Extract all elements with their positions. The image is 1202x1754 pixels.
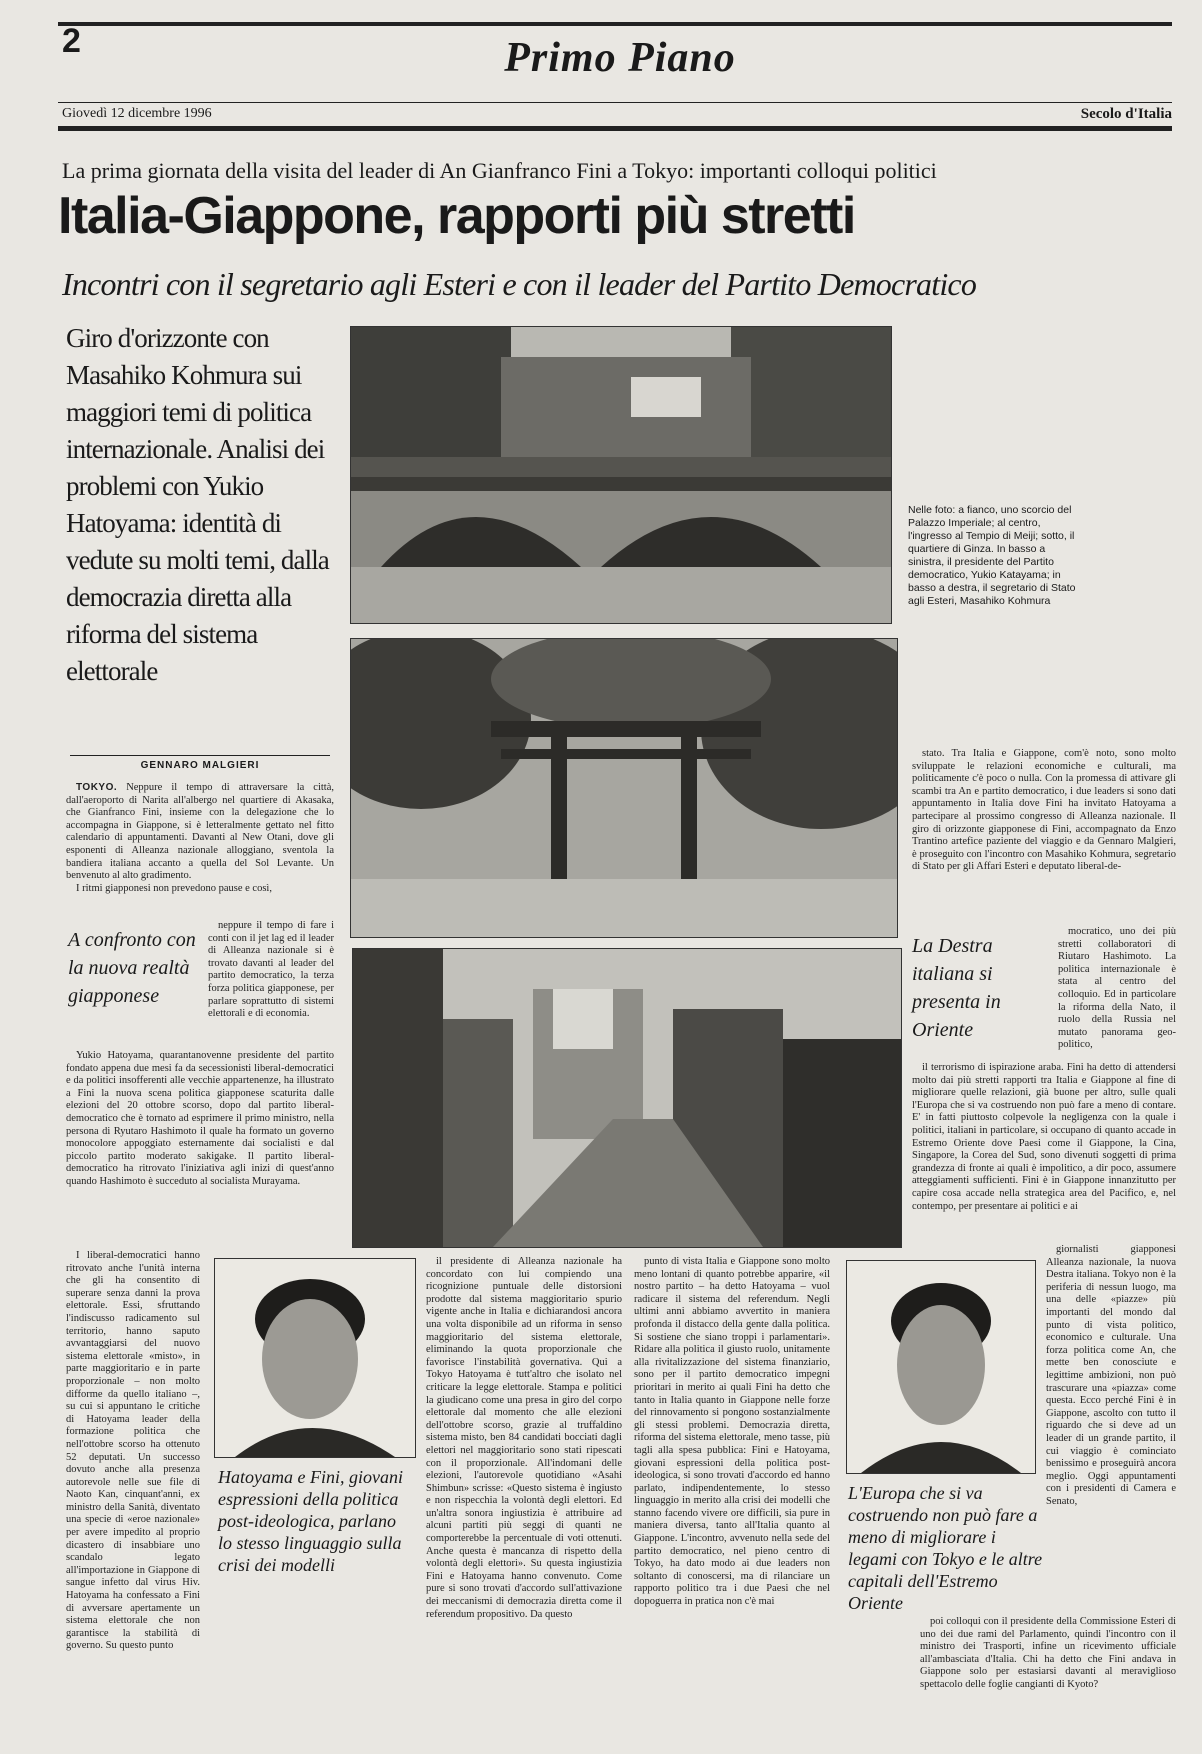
col5-paragraph-b: mocratico, uno dei più stretti collaboratori di Riutaro Hashimoto. La politica internazionale è stata al centro del colloquio. Ed in particolare la riforma della Nato, il ruolo della Russia nel mutato panorama geo-politico, — [1058, 926, 1176, 1051]
photo-meiji-shrine — [350, 638, 898, 938]
article-subheadline: Incontri con il segretario agli Esteri e con il leader del Partito Democratico — [62, 266, 977, 302]
portrait-hatoyama — [214, 1258, 416, 1458]
column-5-bottom — [920, 1616, 1176, 1698]
col4-paragraph: punto di vista Italia e Giappone sono molto meno lontani di quanto potrebbe apparire, «il nostro partito – ha detto Hatoyama – vuol radicare il sistema del referendum. Negli ultimi anni abbiamo avvertito in maniera profonda il distacco della gente dalla politica. Si sostiene che siano troppi i parlamentari». Ridare alla politica il giusto ruolo, unitamente alla rivitalizzazione del sistema finanziario, sono per il partito democratico impegni prioritari in merito ai quali Fini ha detto che tanto in Italia quanto in Giappone nelle forze del rinnovamento si pongono sostanzialmente gli stessi problemi. Democrazia diretta, riforma del sistema elettorale, meno tasse, più tagli alla spesa pubblica: Fini e Hatoyama, giovani espressioni della politica post-ideologica, si sono trovati d'accordo ed hanno parlato, indipendentemente, lo stesso linguaggio in merito alla crisi dei modelli che stanno facendo vivere ore difficili, sia pure in maniera diversa, tanto all'Italia quanto al Giappone. L'incontro, avvenuto nella sede del partito democratico, nel pieno centro di Tokyo, ha dato modo ai due leaders non soltanto di conoscersi, ma di rilanciare un rapporto politico tra i due Paesi che nel dopoguerra in pratica non c'è mai — [634, 1256, 830, 1608]
article-headline: Italia-Giappone, rapporti più stretti — [58, 187, 855, 245]
top-rule — [58, 22, 1172, 26]
column-1-bottom — [66, 1050, 334, 1240]
column-2 — [66, 1250, 200, 1690]
header-bottom-rule — [58, 126, 1172, 131]
photo-caption-right: L'Europa che si va costruendo non può fare a meno di migliorare i legami con Tokyo e le altre capitali dell'Estremo Oriente — [848, 1483, 1043, 1613]
dateline: TOKYO. — [76, 782, 118, 793]
page-number: 2 — [62, 22, 81, 60]
issue-date: Giovedì 12 dicembre 1996 — [62, 106, 212, 121]
col5-paragraph-e: poi colloqui con il presidente della Commissione Esteri di uno dei due rami del Parlamento, quindi l'incontro con il ministro dei Trasporti, infine un ricevimento ufficiale all'ambasciata d'Italia. Chi ha detto che Fini andava in Giappone solo per estasiarsi davanti al meraviglioso spettacolo delle foglie cangianti di Kyoto? — [920, 1616, 1176, 1690]
col1-paragraph-c: neppure il tempo di fare i conti con il jet lag ed il leader di Alleanza nazionale si è trovato davanti al leader del partito democratico, la terza forza politica giapponese, per parlare soprattutto di sistemi elettorali e di economia. — [208, 920, 334, 1020]
portrait-kohmura — [846, 1260, 1036, 1474]
column-5-mid — [912, 1062, 1176, 1242]
article-kicker: La prima giornata della visita del leader di An Gianfranco Fini a Tokyo: importanti colloqui politici — [62, 158, 937, 183]
col1-paragraph-d: Yukio Hatoyama, quarantanovenne presidente del partito fondato appena due mesi fa da secessionisti liberal-democratici e da politici insofferenti alle vecchie appartenenze, ha illustrato a Fini la nuova scena politica giapponese scaturita dalle elezioni del 20 ottobre scorso, dopo dal partito liberal-democratico che è tornato ad esprimere il primo ministro, nella persona di Ryutaro Hashimoto il quale ha formato un governo monocolore appoggiato esternamente dai socialisti e dal piccolo partito moderato sakigake. Il partito liberal-democratico ha ritrovato l'iniziativa agli inizi di quest'anno quando Hashimoto è succeduto al socialista Murayama. — [66, 1050, 334, 1187]
column-5-right — [1046, 1244, 1176, 1612]
photo-ginza — [352, 948, 902, 1248]
column-3 — [426, 1256, 622, 1698]
col1-paragraph-b: I ritmi giapponesi non prevedono pause e così, — [76, 882, 272, 894]
column-5-top — [912, 748, 1176, 930]
header-rule — [58, 102, 1172, 103]
column-4 — [634, 1256, 830, 1698]
column-1-top — [66, 782, 334, 920]
newspaper-name: Secolo d'Italia — [1080, 106, 1172, 122]
col5-paragraph-a: stato. Tra Italia e Giappone, com'è noto, sono molto sviluppate le relazioni economiche e culturali, ma politicamente c'è poco o nulla. Con la promessa di attivare gli scambi tra An e partito democratico, i due leaders si sono dati appuntamento in Italia dove Fini ha invitato Hatoyama a partecipare al prossimo congresso di Alleanza nazionale. Il giro di orizzonte giapponese di Fini, accompagnato da Enzo Trantino artefice paziente del viaggio e da Gennaro Malgieri, è proseguito con l'incontro con Masahiko Kohmura, segretario di Stato per gli Affari Esteri e deputato liberal-de- — [912, 748, 1176, 873]
col5-paragraph-d: giornalisti giapponesi Alleanza nazionale, la nuova Destra italiana. Tokyo non è la periferia di nessun luogo, ma una delle «piazze» più importanti del mondo dal punto di vista politico, economico e culturale. Una forza politica come An, che mette ben conosciute e legittime ambizioni, non può trascurare una «piazza» come questa. Ecco perché Fini è in Giappone, ascolto con tutto il riguardo che si deve ad un leader di un grande partito, il cui viaggio è cominciato benissimo e proseguirà ancora meglio. Oggi appuntamenti con i presidenti di Camera e Senato, — [1046, 1244, 1176, 1507]
pull-quote-1: A confronto con la nuova realtà giapponese — [68, 929, 196, 1007]
col5-paragraph-c: il terrorismo di ispirazione araba. Fini ha detto di attendersi molto dai più stretti rapporti tra Italia e Giappone al fine di migliorare quelle relazioni, già buone per altro, sulle quali l'Europa che si va costruendo non può fare a meno di contare. E' in fatti piuttosto colpevole la negligenza con la quale i politici, italiani in particolare, si occupano di quanto accade in Estremo Oriente dove Paesi come il Giappone, la Cina, Singapore, la Corea del Sud, sono divenuti soggetti di prima grandezza di fronte ai quali è impolitico, a dir poco, assumere atteggiamenti sufficienti. Fini è in Giappone innanzitutto per capire cosa accade nella strategica area del Pacifico, e, nel contempo, per presentare ai politici e ai — [912, 1062, 1176, 1212]
pull-quote-2: La Destra italiana si presenta in Oriente — [912, 935, 1001, 1041]
col1-paragraph: Neppure il tempo di attraversare la città, dall'aeroporto di Narita all'albergo nel quartiere di Akasaka, che Gianfranco Fini, insieme con la delegazione che lo accompagna in Giappone, si è letteralmente gettato nel fitto calendario di appuntamenti. Davanti al New Otani, dove gli esponenti di Alleanza nazionale alloggiano, sventola la bandiera italiana accanto a quella del Sol Levante. Un benvenuto al alto gradimento. — [66, 782, 334, 882]
col3-paragraph: il presidente di Alleanza nazionale ha concordato con lui compiendo una ricognizione puntuale delle distorsioni prodotte dal sistema maggioritario spurio vigente anche in Italia e dichiarandosi ancora una volta disponibile ad un riforma in senso maggioritario del sistema elettorale, eliminando la quota proporzionale che favorisce l'instabilità governativa. Qui a Tokyo Hatoyama è tutt'altro che isolato nel criticare la legge elettorale. Stampa e politici la giudicano come una presa in giro del corpo elettorale dal momento che alle elezioni dell'ottobre scorso, grazie al truffaldino sistema misto, ben 84 candidati bocciati dagli elettori nel maggioritario sono stati ripescati con il proporzionale. All'indomani delle elezioni, l'autorevole quotidiano «Asahi Shimbun» scrisse: «Questo sistema è ingiusto e non rispecchia la volontà degli elettori. Ed un'altra sonora ingiustizia è attribuire ad alcuni partiti più seggi di quanti ne comporterebbe la percentuale di voti ottenuti. Anche questa è mancanza di rispetto della volontà degli elettori». Su questa ingiustizia Fini e Hatoyama hanno convenuto. Come pure si sono trovati d'accordo sull'attivazione dei meccanismi di democrazia diretta come il referendum propositivo. Da questo — [426, 1256, 622, 1620]
byline: GENNARO MALGIERI — [70, 755, 330, 771]
photo-caption-left: Hatoyama e Fini, giovani espressioni della politica post-ideologica, parlano lo stesso linguaggio sulla crisi dei modelli — [218, 1467, 403, 1575]
photo-imperial-palace — [350, 326, 892, 624]
photo-caption: Nelle foto: a fianco, uno scorcio del Palazzo Imperiale; al centro, l'ingresso al Tempio di Meiji; sotto, il quartiere di Ginza. In basso a sinistra, il presidente del Partito democratico, Yukio Katayama; in basso a destra, il segretario di Stato agli Esteri, Masahiko Kohmura — [908, 504, 1076, 607]
section-masthead: Primo Piano — [504, 35, 736, 81]
column-1-side — [208, 920, 334, 1046]
article-summary: Giro d'orizzonte con Masahiko Kohmura sui maggiori temi di politica internazionale. Analisi dei problemi con Yukio Hatoyama: identità di vedute su molti temi, dalla democrazia diretta alla riforma del sistema elettorale — [66, 323, 329, 686]
column-5-side — [1058, 926, 1176, 1060]
col2-paragraph: I liberal-democratici hanno ritrovato anche l'unità interna che gli ha consentito di superare senza danni la prova elettorale. Essi, sfruttando l'indiscusso radicamento sul territorio, hanno saputo avvantaggiarsi del nuovo sistema elettorale «misto», in parte maggioritario e in parte proporzionale – non molto difforme da quello italiano –, su cui si appuntano le critiche di Hatoyama leader della formazione politica che nell'ottobre scorso ha ottenuto 52 deputati. Un successo dovuto anche alla presenza autorevole nelle sue file di Naoto Kan, cinquant'anni, ex ministro della Sanità, diventato una specie di «eroe nazionale» per avere impedito al proprio dicastero di insabbiare uno scandalo legato all'importazione in Giappone di sangue infetto dal virus Hiv. Hatoyama ha confessato a Fini di avversare apertamente un sistema elettorale che non garantisce la stabilità di governo. Su questo punto — [66, 1250, 200, 1652]
